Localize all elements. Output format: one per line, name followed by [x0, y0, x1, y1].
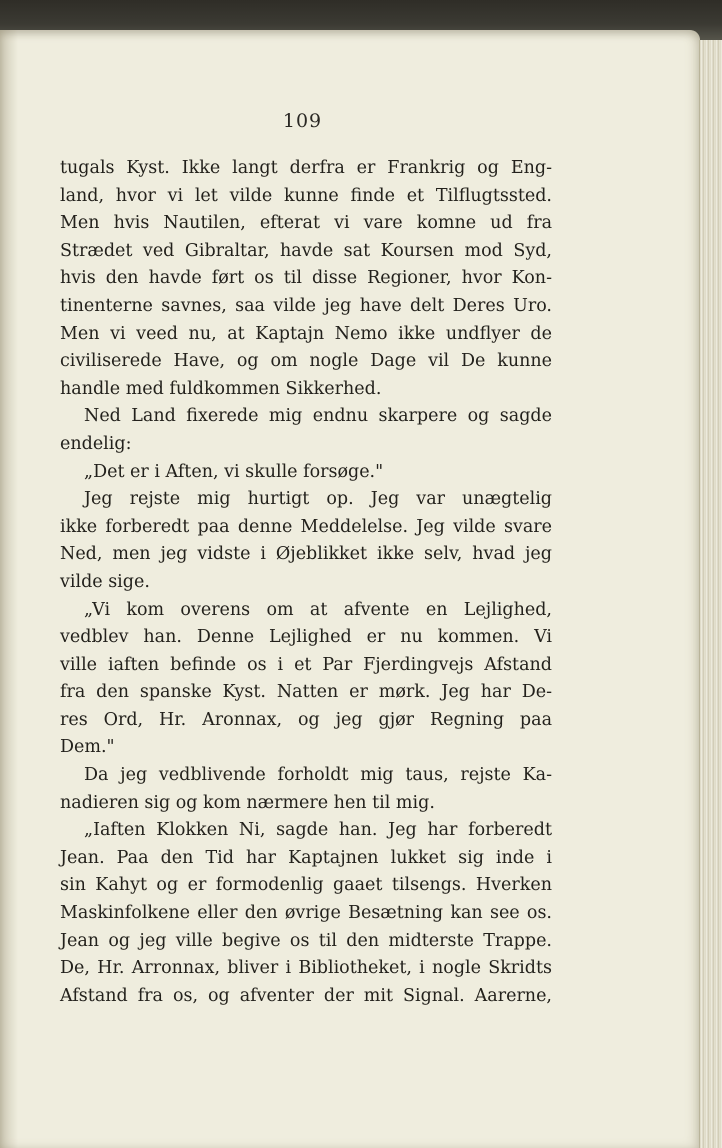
- text-line: land, hvor vi let vilde kunne finde et Tilflugtssted.: [60, 185, 552, 206]
- text-line: tinenterne savnes, saa vilde jeg have delt Deres Uro.: [60, 295, 552, 316]
- text-line: „Det er i Aften, vi skulle forsøge.": [84, 461, 384, 482]
- text-line: Jean og jeg ville begive os til den midterste Trappe.: [60, 930, 552, 951]
- text-line: Dem.": [60, 737, 115, 758]
- text-line: Afstand fra os, og afventer der mit Signal. Aarerne,: [60, 985, 552, 1006]
- text-line: vilde sige.: [60, 571, 150, 592]
- text-line: nadieren sig og kom nærmere hen til mig.: [60, 792, 435, 813]
- text-line: fra den spanske Kyst. Natten er mørk. Jeg har De-: [60, 682, 552, 703]
- text-line: Ned, men jeg vidste i Øjeblikket ikke selv, hvad jeg: [60, 544, 552, 565]
- text-line: hvis den havde ført os til disse Regioner, hvor Kon-: [60, 268, 552, 289]
- page-number: 109: [282, 110, 323, 132]
- gutter-shade: [0, 30, 18, 1148]
- text-line: Strædet ved Gibraltar, havde sat Koursen mod Syd,: [60, 240, 552, 261]
- text-line: ikke forberedt paa denne Meddelelse. Jeg vilde svare: [60, 516, 552, 537]
- text-line: Men hvis Nautilen, efterat vi vare komne ud fra: [60, 213, 552, 234]
- text-line: De, Hr. Arronnax, bliver i Bibliotheket, i nogle Skridts: [60, 958, 552, 979]
- text-line: endelig:: [60, 433, 132, 454]
- text-line: Maskinfolkene eller den øvrige Besætning kan see os.: [60, 903, 552, 924]
- text-line: Da jeg vedblivende forholdt mig taus, rejste Ka-: [84, 765, 552, 786]
- text-line: ville iaften befinde os i et Par Fjerdingvejs Afstand: [60, 654, 552, 675]
- text-line: res Ord, Hr. Aronnax, og jeg gjør Regning paa: [60, 709, 552, 730]
- text-line: Ned Land fixerede mig endnu skarpere og sagde: [84, 406, 552, 427]
- text-line: tugals Kyst. Ikke langt derfra er Frankrig og Eng-: [60, 158, 552, 178]
- text-line: „Vi kom overens om at afvente en Lejlighed,: [84, 599, 552, 620]
- page-edges: [699, 40, 722, 1148]
- text-line: handle med fuldkommen Sikkerhed.: [60, 378, 382, 399]
- text-line: vedblev han. Denne Lejlighed er nu kommen. Vi: [60, 627, 552, 648]
- text-line: „Iaften Klokken Ni, sagde han. Jeg har forberedt: [84, 820, 552, 841]
- text-line: Men vi veed nu, at Kaptajn Nemo ikke undflyer de: [60, 323, 552, 344]
- text-line: Jeg rejste mig hurtigt op. Jeg var unægtelig: [84, 489, 552, 510]
- text-line: civiliserede Have, og om nogle Dage vil De kunne: [60, 351, 552, 372]
- text-line: sin Kahyt og er formodenlig gaaet tilsengs. Hverken: [60, 875, 552, 896]
- body-text: [60, 155, 552, 1010]
- text-line: Jean. Paa den Tid har Kaptajnen lukket sig inde i: [60, 847, 552, 868]
